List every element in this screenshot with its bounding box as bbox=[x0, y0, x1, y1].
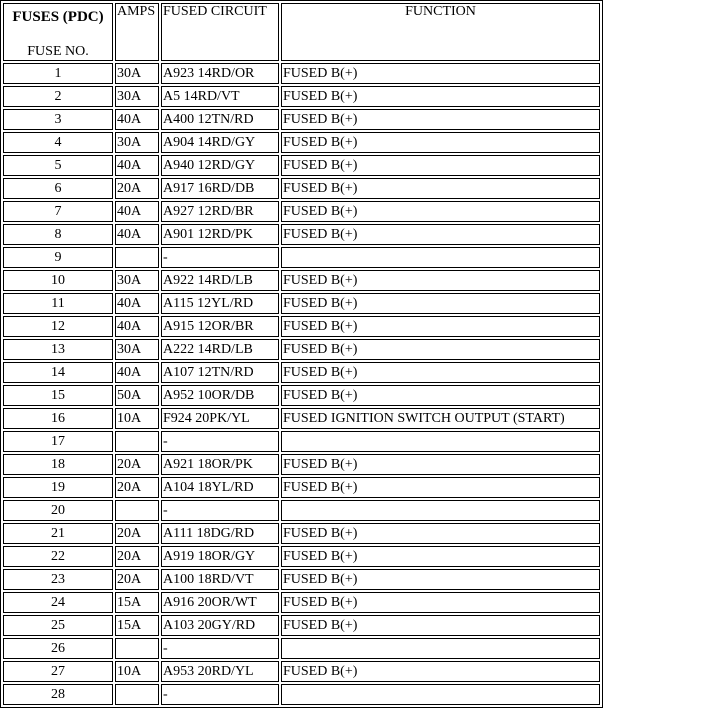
amps-cell: 30A bbox=[115, 270, 159, 291]
function-cell: FUSED B(+) bbox=[281, 385, 600, 406]
function-cell: FUSED B(+) bbox=[281, 477, 600, 498]
fused-circuit-cell: A103 20GY/RD bbox=[161, 615, 279, 636]
fused-circuit-cell: A940 12RD/GY bbox=[161, 155, 279, 176]
fused-circuit-cell: - bbox=[161, 500, 279, 521]
amps-cell: 20A bbox=[115, 546, 159, 567]
function-cell: FUSED B(+) bbox=[281, 109, 600, 130]
table-row bbox=[3, 477, 600, 498]
table-row bbox=[3, 592, 600, 613]
table-row bbox=[3, 546, 600, 567]
amps-cell bbox=[115, 500, 159, 521]
fused-circuit-cell: A952 10OR/DB bbox=[161, 385, 279, 406]
fused-circuit-cell: A111 18DG/RD bbox=[161, 523, 279, 544]
function-cell: FUSED B(+) bbox=[281, 155, 600, 176]
table-row bbox=[3, 178, 600, 199]
fused-circuit-cell: A104 18YL/RD bbox=[161, 477, 279, 498]
function-cell: FUSED B(+) bbox=[281, 86, 600, 107]
amps-cell: 20A bbox=[115, 523, 159, 544]
fused-circuit-cell: A904 14RD/GY bbox=[161, 132, 279, 153]
fused-circuit-cell: A917 16RD/DB bbox=[161, 178, 279, 199]
table-row bbox=[3, 408, 600, 429]
fused-circuit-cell: - bbox=[161, 684, 279, 705]
function-cell: FUSED B(+) bbox=[281, 316, 600, 337]
function-cell bbox=[281, 684, 600, 705]
amps-cell: 20A bbox=[115, 454, 159, 475]
table-row bbox=[3, 224, 600, 245]
table-row bbox=[3, 293, 600, 314]
table-row bbox=[3, 86, 600, 107]
fuse-number-cell: 14 bbox=[3, 362, 113, 383]
table-row bbox=[3, 684, 600, 705]
fuse-number-cell: 16 bbox=[3, 408, 113, 429]
fuse-number-cell: 18 bbox=[3, 454, 113, 475]
amps-cell: 40A bbox=[115, 362, 159, 383]
fuse-rows bbox=[3, 63, 600, 705]
fused-circuit-cell: A921 18OR/PK bbox=[161, 454, 279, 475]
function-cell bbox=[281, 247, 600, 268]
fused-circuit-cell: A927 12RD/BR bbox=[161, 201, 279, 222]
fuse-number-cell: 6 bbox=[3, 178, 113, 199]
table-row bbox=[3, 201, 600, 222]
table-row bbox=[3, 500, 600, 521]
fused-circuit-cell: A919 18OR/GY bbox=[161, 546, 279, 567]
function-cell: FUSED B(+) bbox=[281, 63, 600, 84]
function-cell: FUSED B(+) bbox=[281, 615, 600, 636]
function-cell: FUSED B(+) bbox=[281, 178, 600, 199]
table-row bbox=[3, 523, 600, 544]
fuse-number-cell: 20 bbox=[3, 500, 113, 521]
fuse-number-cell: 13 bbox=[3, 339, 113, 360]
table-row bbox=[3, 615, 600, 636]
fused-circuit-cell: A5 14RD/VT bbox=[161, 86, 279, 107]
amps-cell bbox=[115, 247, 159, 268]
fuse-number-cell: 17 bbox=[3, 431, 113, 452]
fused-circuit-cell: - bbox=[161, 431, 279, 452]
amps-cell: 40A bbox=[115, 224, 159, 245]
amps-cell bbox=[115, 431, 159, 452]
amps-cell: 40A bbox=[115, 155, 159, 176]
fused-circuit-cell: - bbox=[161, 247, 279, 268]
fuse-number-cell: 24 bbox=[3, 592, 113, 613]
fuse-number-cell: 25 bbox=[3, 615, 113, 636]
fused-circuit-cell: - bbox=[161, 638, 279, 659]
function-cell: FUSED B(+) bbox=[281, 523, 600, 544]
fused-circuit-cell: A923 14RD/OR bbox=[161, 63, 279, 84]
fuse-number-cell: 12 bbox=[3, 316, 113, 337]
fuse-number-cell: 8 bbox=[3, 224, 113, 245]
fused-circuit-cell: F924 20PK/YL bbox=[161, 408, 279, 429]
function-cell: FUSED B(+) bbox=[281, 339, 600, 360]
amps-cell: 20A bbox=[115, 569, 159, 590]
fused-circuit-cell: A916 20OR/WT bbox=[161, 592, 279, 613]
fuse-number-cell: 21 bbox=[3, 523, 113, 544]
function-cell: FUSED B(+) bbox=[281, 454, 600, 475]
function-cell: FUSED B(+) bbox=[281, 546, 600, 567]
amps-cell: 20A bbox=[115, 178, 159, 199]
table-row bbox=[3, 132, 600, 153]
function-cell bbox=[281, 638, 600, 659]
fused-circuit-cell: A953 20RD/YL bbox=[161, 661, 279, 682]
table-row bbox=[3, 661, 600, 682]
fused-circuit-header: FUSED CIRCUIT bbox=[161, 3, 279, 61]
fused-circuit-cell: A400 12TN/RD bbox=[161, 109, 279, 130]
fuse-number-cell: 4 bbox=[3, 132, 113, 153]
fused-circuit-cell: A107 12TN/RD bbox=[161, 362, 279, 383]
function-cell: FUSED B(+) bbox=[281, 362, 600, 383]
fused-circuit-cell: A100 18RD/VT bbox=[161, 569, 279, 590]
amps-cell: 40A bbox=[115, 201, 159, 222]
amps-cell: 50A bbox=[115, 385, 159, 406]
table-row bbox=[3, 569, 600, 590]
function-cell: FUSED B(+) bbox=[281, 592, 600, 613]
amps-cell: 20A bbox=[115, 477, 159, 498]
function-cell: FUSED B(+) bbox=[281, 293, 600, 314]
fuse-no-label: FUSE NO. bbox=[27, 44, 89, 59]
function-cell: FUSED B(+) bbox=[281, 569, 600, 590]
fuse-number-cell: 23 bbox=[3, 569, 113, 590]
amps-header: AMPS bbox=[115, 3, 159, 61]
fuse-number-cell: 7 bbox=[3, 201, 113, 222]
fuse-number-cell: 15 bbox=[3, 385, 113, 406]
amps-cell: 15A bbox=[115, 615, 159, 636]
amps-cell: 30A bbox=[115, 63, 159, 84]
fuse-number-cell: 5 bbox=[3, 155, 113, 176]
table-row bbox=[3, 316, 600, 337]
function-header: FUNCTION bbox=[281, 3, 600, 61]
fuse-number-cell: 19 bbox=[3, 477, 113, 498]
amps-cell: 40A bbox=[115, 316, 159, 337]
amps-cell: 10A bbox=[115, 408, 159, 429]
amps-cell: 10A bbox=[115, 661, 159, 682]
table-row bbox=[3, 454, 600, 475]
table-row bbox=[3, 431, 600, 452]
table-row bbox=[3, 638, 600, 659]
fuse-number-cell: 28 bbox=[3, 684, 113, 705]
table-row bbox=[3, 385, 600, 406]
table-row bbox=[3, 109, 600, 130]
table-row bbox=[3, 270, 600, 291]
fuse-no-header bbox=[3, 3, 113, 61]
function-cell: FUSED B(+) bbox=[281, 661, 600, 682]
function-cell: FUSED B(+) bbox=[281, 270, 600, 291]
table-title: FUSES (PDC) bbox=[12, 9, 104, 25]
table-row bbox=[3, 247, 600, 268]
fuse-number-cell: 27 bbox=[3, 661, 113, 682]
amps-cell: 30A bbox=[115, 86, 159, 107]
fuse-number-cell: 2 bbox=[3, 86, 113, 107]
fuse-number-cell: 11 bbox=[3, 293, 113, 314]
amps-cell bbox=[115, 638, 159, 659]
table-row bbox=[3, 63, 600, 84]
function-cell: FUSED B(+) bbox=[281, 224, 600, 245]
function-cell: FUSED B(+) bbox=[281, 201, 600, 222]
fuse-number-cell: 9 bbox=[3, 247, 113, 268]
function-cell: FUSED IGNITION SWITCH OUTPUT (START) bbox=[281, 408, 600, 429]
header-row bbox=[3, 3, 600, 61]
fuse-number-cell: 1 bbox=[3, 63, 113, 84]
amps-cell: 30A bbox=[115, 132, 159, 153]
fuse-number-cell: 26 bbox=[3, 638, 113, 659]
fused-circuit-cell: A901 12RD/PK bbox=[161, 224, 279, 245]
amps-cell: 40A bbox=[115, 109, 159, 130]
fuse-number-cell: 10 bbox=[3, 270, 113, 291]
table-row bbox=[3, 155, 600, 176]
amps-cell: 40A bbox=[115, 293, 159, 314]
fused-circuit-cell: A115 12YL/RD bbox=[161, 293, 279, 314]
fuse-number-cell: 3 bbox=[3, 109, 113, 130]
amps-cell: 30A bbox=[115, 339, 159, 360]
fused-circuit-cell: A222 14RD/LB bbox=[161, 339, 279, 360]
amps-cell: 15A bbox=[115, 592, 159, 613]
fused-circuit-cell: A915 12OR/BR bbox=[161, 316, 279, 337]
function-cell bbox=[281, 431, 600, 452]
fused-circuit-cell: A922 14RD/LB bbox=[161, 270, 279, 291]
function-cell bbox=[281, 500, 600, 521]
fuse-number-cell: 22 bbox=[3, 546, 113, 567]
table-row bbox=[3, 362, 600, 383]
table-row bbox=[3, 339, 600, 360]
function-cell: FUSED B(+) bbox=[281, 132, 600, 153]
amps-cell bbox=[115, 684, 159, 705]
